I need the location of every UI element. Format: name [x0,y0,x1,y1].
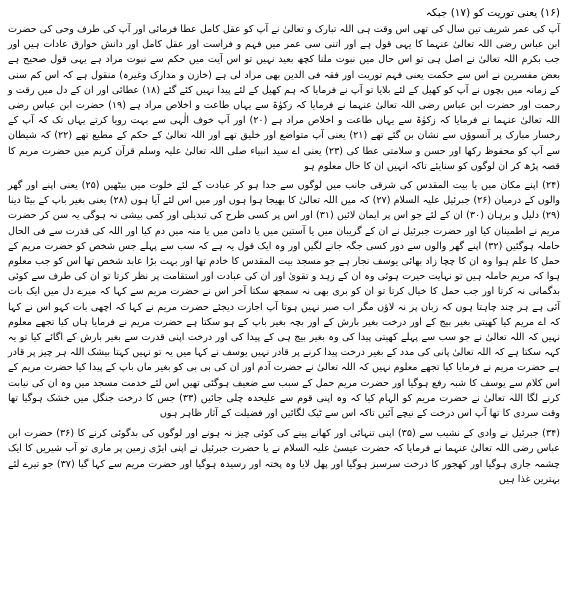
paragraph-1: آپ کی عمر شریف تین سال کی تھی اس وقت ہی اللہ تبارک و تعالیٰ نے آپ کو عقل کامل عطا فرمائی اور آپ کی طرف وحی کی حضرت ابن عباس رضی اللہ تعالیٰ عنہما کا یہی قول ہے اور اتنی سی عمر میں فہم و فراست اور عقل کامل اور دانش خوارق عادات ہیں اور جب بکرم اللہ تعالیٰ نے اصل ہی تو اس حال میں نبوت ملنا کچھ بعید نہیں تو اس آیت میں حکم سے نبوت مراد ہے یہی قول صحیح ہے بعض مفسرین نے اس سے حکمت یعنی فہم توریت اور فقہ فی الدین بھی مراد لی ہے (خازن و مدارک وغیرہ) منقول ہے کہ اس کم سنی کے زمانہ میں بچوں نے آپ کو کھیل کے لئے بلایا تو آپ نے فرمایا کہ ہم کھیل کے لئے پیدا نہیں کئے گئے (۱۸) عطائی اور ان کے دل میں رقت و رحمت اور حضرت ابن عباس رضی اللہ تعالیٰ عنہما نے فرمایا کہ زکوٰۃ سے یہاں طاعت و اخلاص مراد ہے (۱۹) حضرت ابن عباس رضی اللہ تعالیٰ عنہما نے فرمایا کہ زکوٰۃ سے یہاں طاعت و اخلاص مراد ہے (۲۰) اور آپ خوف الٰہی سے بہت رویا کرتے یہاں تک کہ آپ کے رخسار مبارک پر آنسوؤں سے نشان بن گئے تھے (۲۱) یعنی آپ متواضع اور خلیق تھے اور اللہ تعالیٰ کے حکم کے مطیع تھے (۲۲) کہ شیطان سے آپ کو محفوظ رکھا اور حسن و سلامتی عطا کی (۲۳) یعنی اے سید انبیاء صلی اللہ تعالیٰ علیہ وسلم قرآن کریم میں حضرت مریم کا قصہ پڑھ کر ان لوگوں کو سنایئے تاکہ انہیں ان کا حال معلوم ہو [8,24,560,172]
page-heading: (۱۶) یعنی توریت کو (۱۷) جبکہ [425,7,560,19]
paragraph-3: (۳۴) جبرئیل نے وادی کے نشیب سے (۳۵) اپنی تنہائی اور کھانے پینے کی کوئی چیز نہ ہونے اور لوگوں کی بدگوئی کرنے کا (۳۶) حضرت ابن عباس رضی اللہ تعالیٰ عنہما نے فرمایا کہ حضرت عیسیٰ علیہ السلام نے یا حضرت جبرئیل نے اپنی ایڑی زمین پر ماری تو آب شیریں کا ایک چشمہ جاری ہوگیا اور کھجور کا درخت سرسبز ہوگیا اور پھل لایا وہ پختہ اور رسیدہ ہوگیا اور حضرت مریم سے کہا گیا (۳۷) جو تیرے لئے بہترین غذا ہیں [8,428,560,485]
paragraph-2: (۲۴) اپنے مکان میں یا بیت المقدس کی شرقی جانب میں لوگوں سے جدا ہو کر عبادت کے لئے خلوت میں بیٹھیں (۲۵) یعنی اپنے اور گھر والوں کے درمیان (۲۶) جبرئیل علیہ السلام (۲۷) کہ میں اللہ تعالیٰ کا بھیجا ہوا ہوں اور میں اس لئے آیا ہوں (۲۸) یعنی بغیر باپ کے بیٹا دینا (۲۹) دلیل و برہان (۳۰) ان کے لئے جو اس پر ایمان لائیں (۳۱) اور اس پر کسی طرح کی تبدیلی اور کمی بیشی نہ ہوگی یہ سن کر حضرت مریم نے اطمینان کیا اور حضرت جبرئیل نے ان کے گریبان میں یا آستین میں یا دامن میں یا منہ میں دم کیا اور اللہ کی قدرت سے فی الحال حاملہ ہوگئیں (۳۲) اپنے گھر والوں سے دور کسی جگہ جانے لگیں اور وہ ایک قول یہ ہے کہ سب سے پہلے جس شخص کو حضرت مریم کے حمل کا علم ہوا وہ ان کا چچا زاد بھائی یوسف نجار ہے جو مسجد بیت المقدس کا خادم تھا اور بہت بڑا عابد شخص تھا اس کو جب معلوم ہوا کہ مریم حاملہ ہیں تو نہایت حیرت ہوئی وہ ان کے زہد و تقویٰ اور ان کی عبادت اور استقامت پر نظر کرتا تو ان کی طرف سے کوئی بدگمانی نہ کرتا اور جب حمل کا خیال کرتا تو ان کو بری بھی نہ سمجھ سکتا آخر اس نے حضرت مریم سے کہا کہ میرے دل میں ایک بات آئی ہے ہر چند چاہتا ہوں کہ زبان پر نہ لاؤں مگر اب صبر نہیں ہوتا آپ اجازت دیجئے حضرت مریم نے کہا کہ اچھی بات کہو اس نے کہا کہ اے مریم کیا کھیتی بغیر بیج کے اور درخت بغیر بارش کے اور بچہ بغیر باپ کے ہو سکتا ہے حضرت مریم نے فرمایا ہاں کیا تجھے معلوم نہیں کہ اللہ تعالیٰ نے جو سب سے پہلے کھیتی پیدا کی وہ بغیر بیج ہی کے پیدا کی اور درخت اپنی قدرت سے بغیر بارش کے اگائے کیا تو یہ کہہ سکتا ہے کہ اللہ تعالیٰ پانی کی مدد کے بغیر درخت پیدا کرنے پر قادر نہیں یوسف نے کہا میں یہ تو نہیں کہتا بیشک اللہ ہر چیز پر قادر ہے حضرت مریم نے فرمایا کیا تجھے معلوم نہیں کہ اللہ تعالیٰ نے حضرت آدم اور ان کی بی بی کو بغیر ماں باپ کے پیدا کیا حضرت مریم کے اس کلام سے یوسف کا شبہ رفع ہوگیا اور حضرت مریم حمل کے سبب سے ضعیف ہوگئی تھیں اس لئے خدمت مسجد میں وہ ان کی نیابت کرنے لگا اللہ تعالیٰ نے حضرت مریم کو الہام کیا کہ وہ اپنی قوم سے علیحدہ چلی جائیں (۳۳) جس کا درخت جنگل میں خشک ہوگیا تھا وقت سردی کا تھا آپ اس درخت کے نیچے آئیں تاکہ اس سے ٹیک لگائیں اور فضیلت کے آثار ظاہر ہوں [8,180,561,420]
